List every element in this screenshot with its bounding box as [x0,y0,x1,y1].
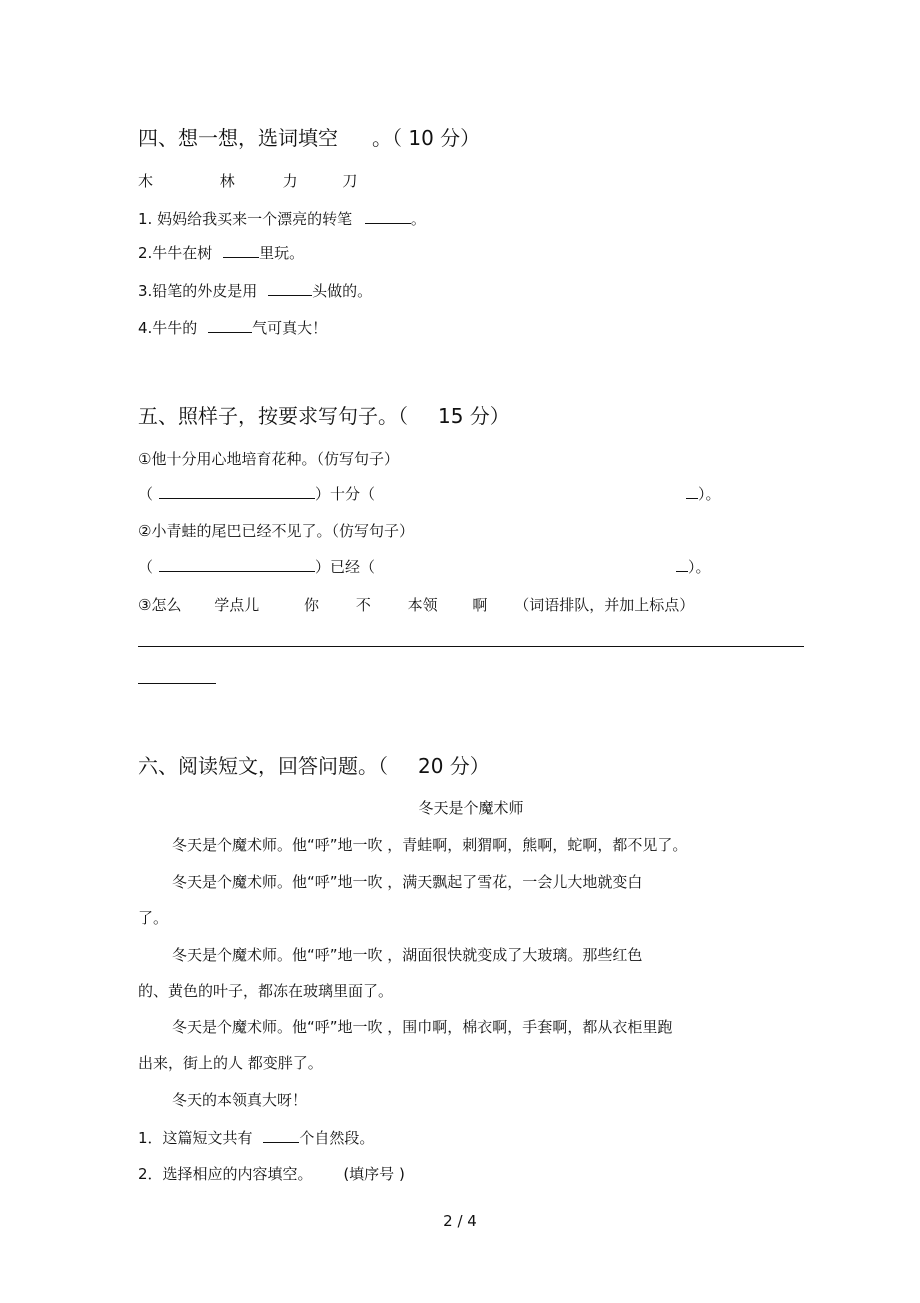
s4-item-4: 4.牛牛的 气可真大！ [138,319,328,337]
word-bank-item: 林 [219,172,235,190]
s5-q1-prompt: ①他十分用心地培育花种。（仿写句子） [138,450,399,468]
answer-blank[interactable] [159,556,315,572]
story-paragraph-5: 冬天的本领真大呀！ [172,1091,308,1109]
s6-question-2: 2．选择相应的内容填空。 (填序号 ) [138,1165,405,1183]
scrambled-word: 啊 [472,596,488,614]
scrambled-word: ③怎么 [138,596,182,614]
word-bank-item: 刀 [342,172,358,190]
story-paragraph-3: 冬天是个魔术师。他“呼”地一吹 ，湖面很快就变成了大玻璃。那些红色 [172,946,643,964]
story-paragraph-3-cont: 的、黄色的叶子，都冻在玻璃里面了。 [138,982,394,1000]
s4-item-2: 2.牛牛在树 里玩。 [138,244,305,262]
s5-q1-answer-line: （ ）十分（ ）。 [138,485,721,503]
s5-q3-words [138,594,694,615]
word-bank-item: 木 [138,172,154,190]
answer-line[interactable] [138,646,804,647]
s5-q3-instruction: （词语排队，并加上标点） [514,596,695,614]
story-paragraph-4: 冬天是个魔术师。他“呼”地一吹 ，围巾啊，棉衣啊，手套啊，都从衣柜里跑 [172,1018,673,1036]
s6-question-1: 1．这篇短文共有 个自然段。 [138,1129,375,1147]
s5-q2-answer-line: （ ）已经（ ）。 [138,558,711,576]
scrambled-word: 学点儿 [214,596,260,614]
section4-heading: 四、想一想，选词填空 。（ 10 分） [138,126,481,150]
answer-blank[interactable] [686,483,698,499]
word-bank [138,170,357,191]
answer-blank[interactable] [208,317,252,333]
section5-heading: 五、照样子，按要求写句子。（ 15 分） [138,404,510,428]
answer-blank[interactable] [676,556,688,572]
scrambled-word: 你 [304,596,320,614]
story-paragraph-2: 冬天是个魔术师。他“呼”地一吹 ，满天飘起了雪花，一会儿大地就变白 [172,873,643,891]
page-number: 2 / 4 [443,1212,477,1230]
answer-blank[interactable] [223,242,259,258]
s5-q2-prompt: ②小青蛙的尾巴已经不见了。（仿写句子） [138,522,414,540]
answer-blank[interactable] [159,483,315,499]
s4-item-1: 1. 妈妈给我买来一个漂亮的转笔 。 [138,210,426,228]
answer-blank[interactable] [263,1127,299,1143]
story-paragraph-2-cont: 了。 [138,909,169,927]
s4-item-3: 3.铅笔的外皮是用 头做的。 [138,282,373,300]
answer-blank[interactable] [365,208,411,224]
story-paragraph-1: 冬天是个魔术师。他“呼”地一吹 ，青蛙啊，刺猬啊，熊啊，蛇啊，都不见了。 [172,836,688,854]
answer-line[interactable] [138,683,216,684]
answer-blank[interactable] [268,280,312,296]
scrambled-word: 本领 [407,596,438,614]
word-bank-item: 力 [282,172,298,190]
story-title: 冬天是个魔术师 [418,799,524,817]
scrambled-word: 不 [355,596,371,614]
story-paragraph-4-cont: 出来，街上的人 都变胖了。 [138,1054,323,1072]
section6-heading: 六、阅读短文，回答问题。（ 20 分） [138,754,490,778]
